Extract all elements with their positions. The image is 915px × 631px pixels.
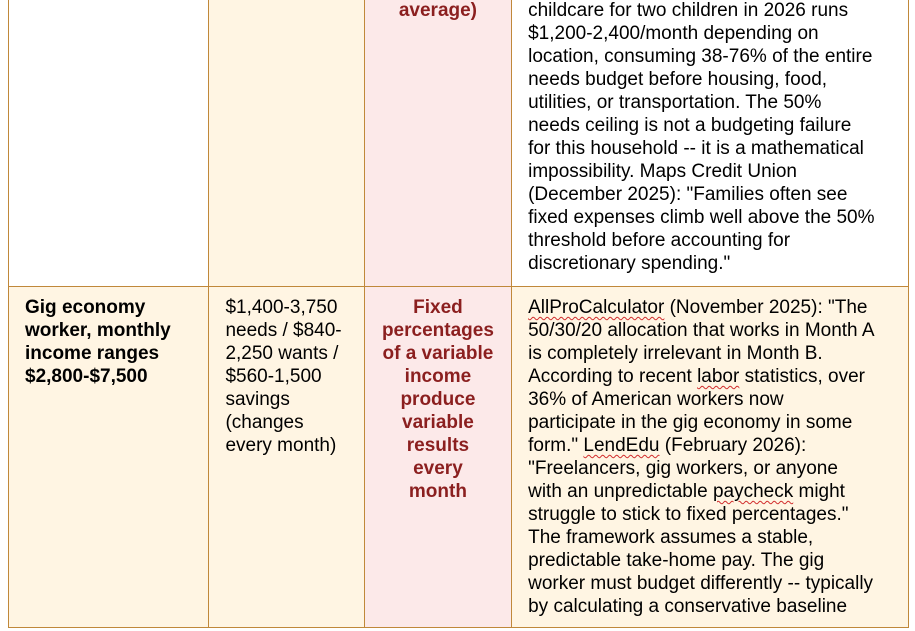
text-line: savings — [225, 389, 290, 410]
text-line — [528, 434, 898, 457]
text-line: needs / $840- — [225, 320, 342, 341]
spelling-flag[interactable]: AllProCalculator — [528, 297, 665, 318]
evidence-text — [512, 287, 908, 618]
text-line: $1,400-3,750 — [225, 297, 338, 318]
evidence-text — [512, 0, 908, 275]
budget-scenarios-table — [8, 0, 909, 628]
text-line: is completely irrelevant in Month B. — [528, 343, 823, 364]
evidence-cell — [512, 0, 909, 287]
evidence-cell — [512, 287, 909, 628]
text-line: utilities, or transportation. The 50% — [528, 92, 822, 113]
text-line: of a variable — [382, 343, 494, 364]
text-line — [528, 480, 898, 503]
text-line: produce — [400, 389, 476, 410]
text-line: $1,200-2,400/month depending on — [528, 23, 819, 44]
text-line: income ranges — [25, 343, 160, 364]
text-line: (December 2025): "Families often see — [528, 184, 848, 205]
text-span: According to recent — [528, 366, 698, 387]
text-span: statistics, over — [739, 366, 865, 387]
text-line: $560-1,500 — [225, 366, 322, 387]
text-line: for this household -- it is a mathematical — [528, 138, 864, 159]
text-line: threshold before accounting for — [528, 230, 791, 251]
text-line: childcare for two children in 2026 runs — [528, 0, 849, 21]
verdict-text: average) — [398, 0, 478, 21]
text-line: results — [406, 435, 470, 456]
text-line: income — [404, 366, 472, 387]
scenario-cell — [9, 0, 209, 287]
verdict-cell — [364, 287, 511, 628]
text-line: 36% of American workers now — [528, 389, 784, 410]
text-span: (February 2026): — [659, 435, 807, 456]
text-line: predictable take-home pay. The gig — [528, 550, 825, 571]
text-line: needs budget before housing, food, — [528, 69, 828, 90]
text-line: 50/30/20 allocation that works in Month A — [528, 320, 875, 341]
text-line: "Freelancers, gig workers, or anyone — [528, 458, 838, 479]
text-line: worker, monthly — [25, 320, 171, 341]
text-line: worker must budget differently -- typically — [528, 573, 874, 594]
text-line: by calculating a conservative baseline — [528, 596, 848, 617]
allocation-cell — [209, 287, 364, 628]
text-line: The framework assumes a stable, — [528, 527, 814, 548]
text-line: Fixed — [413, 297, 463, 318]
table-row — [9, 0, 909, 287]
text-line: participate in the gig economy in some — [528, 412, 853, 433]
text-span: might — [793, 481, 845, 502]
spelling-flag[interactable]: LendEdu — [583, 435, 660, 456]
text-line: every — [413, 458, 463, 479]
text-line: location, consuming 38-76% of the entire — [528, 46, 873, 67]
text-line: discretionary spending." — [528, 253, 731, 274]
text-line — [528, 296, 898, 319]
text-span: form." — [528, 435, 584, 456]
text-line — [528, 365, 898, 388]
spelling-flag[interactable]: labor — [697, 366, 740, 387]
verdict-text — [365, 287, 511, 503]
table-row — [9, 287, 909, 628]
text-line: (changes — [225, 412, 304, 433]
text-line: month — [408, 481, 467, 502]
allocation-text — [209, 287, 363, 457]
text-line: variable — [402, 412, 474, 433]
text-line: impossibility. Maps Credit Union — [528, 161, 797, 182]
text-line: Gig economy — [25, 297, 146, 318]
text-line: 2,250 wants / — [225, 343, 339, 364]
text-span: with an unpredictable — [528, 481, 713, 502]
text-line: fixed expenses climb well above the 50% — [528, 207, 875, 228]
text-span: (November 2025): "The — [664, 297, 868, 318]
text-line: every month) — [225, 435, 337, 456]
text-line: struggle to stick to fixed percentages." — [528, 504, 849, 525]
scenario-cell — [9, 287, 209, 628]
spelling-flag[interactable]: paycheck — [712, 481, 794, 502]
text-line: needs ceiling is not a budgeting failure — [528, 115, 852, 136]
text-line: $2,800-$7,500 — [25, 366, 148, 387]
text-line: percentages — [381, 320, 494, 341]
scenario-text — [9, 287, 208, 388]
allocation-cell — [209, 0, 364, 287]
verdict-cell — [364, 0, 511, 287]
